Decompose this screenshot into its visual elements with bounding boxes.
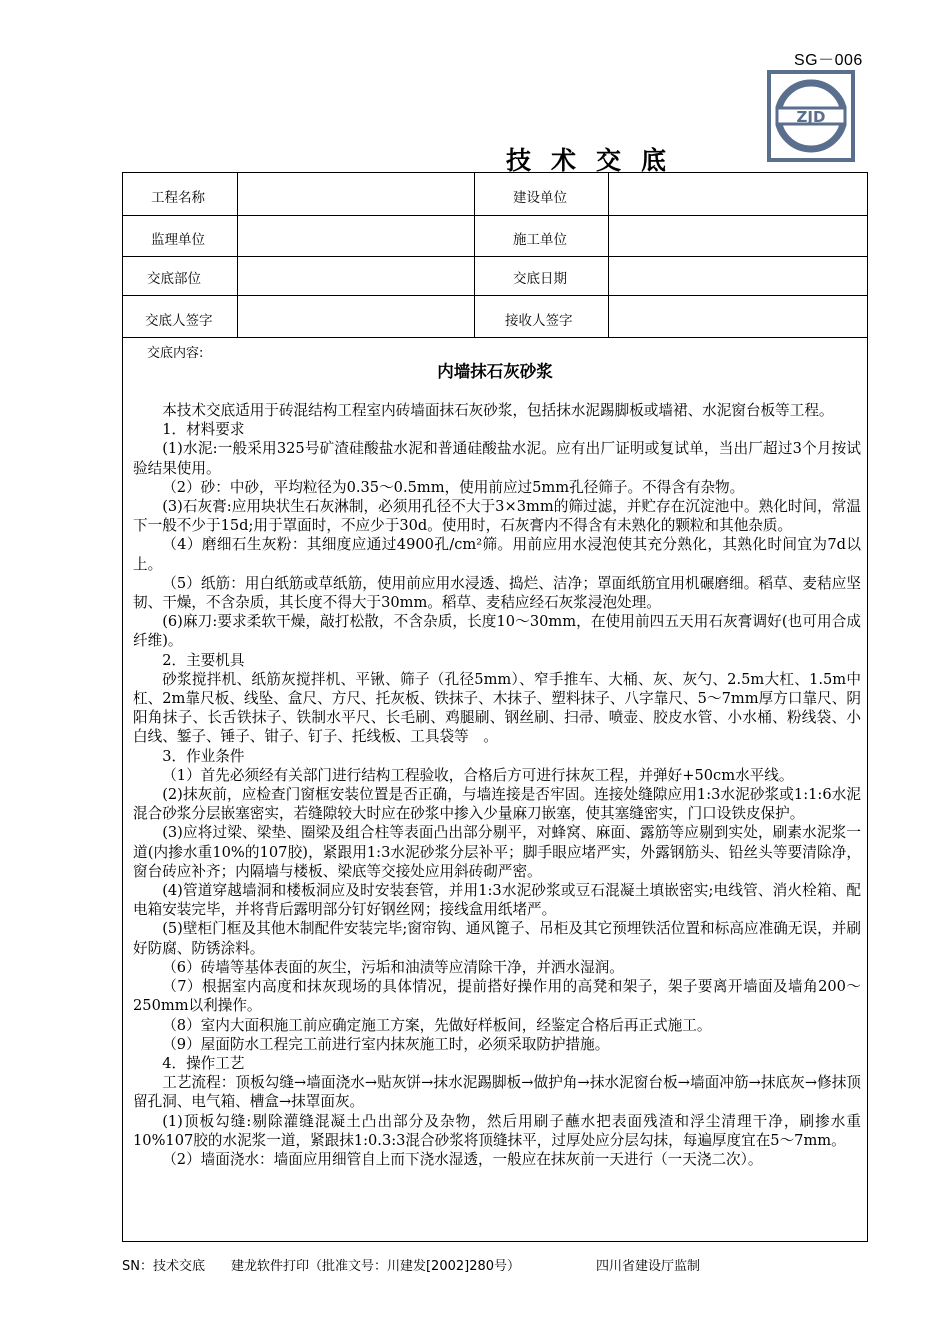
document-code: SG－006 — [794, 52, 863, 69]
paragraph: （9）屋面防水工程完工前进行室内抹灰施工时，必须采取防护措施。 — [162, 1035, 610, 1053]
paragraph: 工艺流程：顶板勾缝→墙面浇水→贴灰饼→抹水泥踢脚板→做护角→抹水泥窗台板→墙面冲筋→抹底灰→修抹顶留孔洞、电气箱、槽盒→抹罩面灰。 — [133, 1074, 861, 1111]
section-heading: 4．操作工艺 — [162, 1054, 245, 1072]
label-disclosure-location: 交底部位 — [147, 271, 201, 287]
label-contractor-unit: 施工单位 — [513, 232, 567, 248]
footer-left: SN：技术交底 建龙软件打印（批准文号：川建发[2002]280号） — [122, 1259, 521, 1274]
paragraph: (4)管道穿越墙洞和楼板洞应及时安装套管，并用1:3水泥砂浆或豆石混凝土填嵌密实;电线管、消火栓箱、配电箱安装完毕，并将背后露明部分钉好钢丝网；接线盒用纸堵严。 — [133, 882, 861, 919]
paragraph: (5)壁柜门框及其他木制配件安装完毕;窗帘钩、通风篦子、吊柜及其它预埋铁活位置和标高应准确无误，并刷好防腐、防锈涂料。 — [133, 920, 861, 957]
label-project-name: 工程名称 — [151, 190, 205, 206]
label-disclosure-date: 交底日期 — [513, 271, 567, 287]
section-heading: 3．作业条件 — [162, 747, 245, 765]
paragraph: (1)顶板勾缝:剔除灌缝混凝土凸出部分及杂物，然后用刷子蘸水把表面残渣和浮尘清理干净，刷掺水重10%107胶的水泥浆一道，紧跟抹1:0.3:3混合砂浆将顶缝抹平，过厚处应分层勾抹，每遍厚度宜在5～7mm。 — [133, 1112, 861, 1149]
paragraph: 砂浆搅拌机、纸筋灰搅拌机、平锹、筛子（孔径5mm）、窄手推车、大桶、灰、灰勺、2.5m大杠、1.5m中杠、2m靠尺板、线坠、盒尺、方尺、托灰板、铁抹子、木抹子、塑料抹子、八字靠尺、5～7mm厚方口靠尺、阴阳角抹子、长舌铁抹子、铁制水平尺、长毛刷、鸡腿刷、钢丝刷、扫帚、喷壶、胶皮水管、小水桶、粉线袋、小白线、錾子、锤子、钳子、钉子、托线板、工具袋等 。 — [133, 670, 861, 746]
content-label: 交底内容: — [147, 346, 204, 361]
section-heading: 1．材料要求 — [162, 421, 245, 439]
paragraph: (6)麻刀:要求柔软干燥，敲打松散，不含杂质，长度10～30mm，在使用前四五天用石灰膏调好(也可用合成纤维)。 — [133, 613, 861, 650]
paragraph: （7）根据室内高度和抹灰现场的具体情况，提前搭好操作用的高凳和架子，架子要离开墙面及墙角200～250mm以利操作。 — [133, 978, 861, 1015]
content-title: 内墙抹石灰砂浆 — [437, 362, 553, 381]
logo-text: ZJD — [796, 108, 826, 126]
paragraph: （8）室内大面积施工前应确定施工方案，先做好样板间，经鉴定合格后再正式施工。 — [162, 1016, 712, 1034]
paragraph: （6）砖墙等基体表面的灰尘，污垢和油渍等应清除干净，并洒水湿润。 — [162, 958, 624, 976]
section-heading: 2．主要机具 — [162, 651, 245, 669]
paragraph: (1)水泥:一般采用325号矿渣硅酸盐水泥和普通硅酸盐水泥。应有出厂证明或复试单，当出厂超过3个月按试验结果使用。 — [133, 440, 861, 477]
paragraph: (3)石灰膏:应用块状生石灰淋制，必须用孔径不大于3×3mm的筛过滤，并贮存在沉淀池中。熟化时间，常温下一般不少于15d;用于罩面时，不应少于30d。使用时，石灰膏内不得含有未熟化的颗粒和其他杂质。 — [133, 498, 861, 535]
paragraph: （4）磨细石生灰粉：其细度应通过4900孔/cm²筛。用前应用水浸泡使其充分熟化，其熟化时间宜为7d以上。 — [133, 536, 861, 573]
label-construction-unit: 建设单位 — [513, 190, 567, 206]
paragraph: （1）首先必须经有关部门进行结构工程验收，合格后方可进行抹灰工程，并弹好+50cm水平线。 — [162, 766, 794, 784]
paragraph: （2）砂：中砂，平均粒径为0.35～0.5mm，使用前应过5mm孔径筛子。不得含有杂物。 — [162, 478, 745, 496]
paragraph: 本技术交底适用于砖混结构工程室内砖墙面抹石灰砂浆，包括抹水泥踢脚板或墙裙、水泥窗台板等工程。 — [162, 402, 834, 419]
label-supervision-unit: 监理单位 — [151, 232, 205, 248]
content-body — [133, 401, 861, 1169]
page-title: 技术交底 — [506, 146, 687, 175]
disclosure-form — [122, 172, 868, 1242]
paragraph: (3)应将过梁、梁垫、圈梁及组合柱等表面凸出部分剔平，对蜂窝、麻面、露筋等应剔到实处，刷素水泥浆一道(内掺水重10%的107胶)，紧跟用1:3水泥砂浆分层补平；脚手眼应堵严实，外露钢筋头、铅丝头等要清除净，窗台砖应补齐；内隔墙与楼板、梁底等交接处应用斜砖砌严密。 — [133, 824, 861, 880]
label-discloser-signature: 交底人签字 — [145, 313, 213, 329]
paragraph: (2)抹灰前，应检查门窗框安装位置是否正确，与墙连接是否牢固。连接处缝隙应用1:3水泥砂浆或1:1:6水泥混合砂浆分层嵌塞密实，若缝隙较大时应在砂浆中掺入少量麻刀嵌塞，使其塞缝密实，门口设铁皮保护。 — [133, 786, 861, 823]
zjd-logo — [767, 70, 855, 162]
paragraph: （2）墙面浇水：墙面应用细管自上而下浇水湿透，一般应在抹灰前一天进行（一天浇二次）。 — [162, 1150, 763, 1168]
paragraph: （5）纸筋：用白纸筋或草纸筋，使用前应用水浸透、捣烂、洁净；罩面纸筋宜用机碾磨细。稻草、麦秸应坚韧、干燥，不含杂质，其长度不得大于30mm。稻草、麦秸应经石灰浆浸泡处理。 — [133, 574, 861, 612]
footer-right: 四川省建设厅监制 — [596, 1259, 701, 1274]
label-receiver-signature: 接收人签字 — [505, 313, 573, 329]
